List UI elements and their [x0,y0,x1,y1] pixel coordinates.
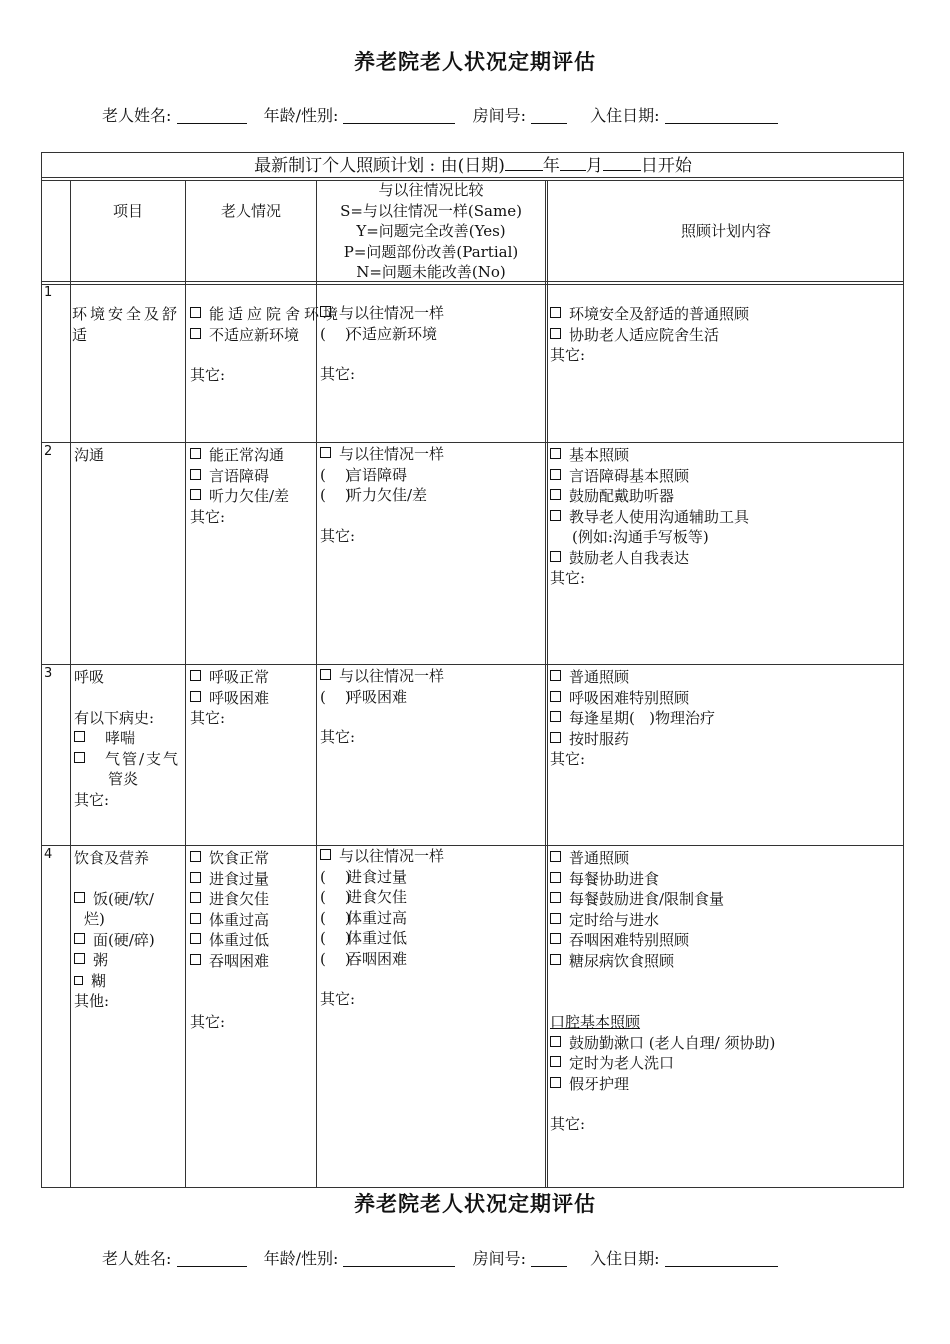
compare-option[interactable]: ( )吞咽困难 [320,949,408,968]
admit-date-label: 入住日期: [590,106,660,125]
compare-s: S=与以往情况一样(Same) [340,201,522,220]
other-label: 其它: [320,526,356,545]
checkbox-icon[interactable] [190,954,201,965]
plan-option[interactable]: 定时为老人洗口 [550,1053,902,1074]
row2-cond-option[interactable]: 听力欠佳/差 [190,486,316,507]
checkbox-icon[interactable] [74,892,85,903]
checkbox-icon[interactable] [550,510,561,521]
checkbox-icon[interactable] [74,752,85,763]
plan-option[interactable]: 每逢星期( )物理治疗 [550,708,902,729]
plan-option[interactable]: 普通照顾 [550,667,902,688]
checkbox-icon[interactable] [550,551,561,562]
checkbox-icon[interactable] [74,976,83,985]
checkbox-icon[interactable] [320,447,331,458]
compare-title: 与以往情况比较 [378,181,484,199]
plan-option[interactable]: 鼓励配戴助听器 [550,486,902,507]
row3-history-label: 有以下病史: [74,708,155,727]
row4-item: 饮食及营养 饭(硬/软/ 烂) 面(硬/碎) 粥 糊 其他: [74,848,186,1012]
checkbox-icon[interactable] [190,892,201,903]
row4-cond-option[interactable]: 体重过高 [190,910,316,931]
row4-condition [190,848,316,1033]
checkbox-icon[interactable] [550,469,561,480]
age-gender-blank[interactable] [343,107,455,124]
row3-condition [190,667,316,729]
plan-option[interactable]: 呼吸困难特别照顾 [550,688,902,709]
checkbox-icon[interactable] [190,448,201,459]
checkbox-icon[interactable] [550,448,561,459]
compare-option[interactable]: ( )进食欠佳 [320,888,408,906]
plan-example-note: (例如:沟通手写板等) [572,528,709,546]
checkbox-icon[interactable] [190,872,201,883]
checkbox-icon[interactable] [190,328,201,339]
row4-plan [550,848,902,1135]
row4-cond-option[interactable]: 体重过低 [190,930,316,951]
plan-option[interactable]: 每餐协助进食 [550,869,902,890]
row2-compare [320,444,544,546]
checkbox-icon[interactable] [550,307,561,318]
room-blank[interactable] [531,107,567,124]
row-number: 4 [44,847,53,862]
checkbox-icon[interactable] [190,913,201,924]
other-label: 其它: [320,990,356,1008]
row3-compare [320,666,544,748]
checkbox-icon[interactable] [190,851,201,862]
oral-care-title: 口腔基本照顾 [550,1013,641,1031]
row1-cond-option[interactable]: 不适应新环境 [190,325,316,346]
checkbox-icon[interactable] [74,933,85,944]
checkbox-icon[interactable] [550,732,561,743]
compare-option[interactable]: ( )言语障碍 [320,465,408,484]
admit-date-label: 入住日期: [590,1249,660,1268]
compare-option[interactable]: 与以往情况一样 [320,666,544,687]
other-label: 其它: [550,569,586,587]
name-blank[interactable] [177,1250,247,1267]
row2-cond-option[interactable]: 能正常沟通 [190,445,316,466]
plan-header [42,155,904,177]
checkbox-icon[interactable] [190,691,201,702]
checkbox-icon[interactable] [550,872,561,883]
food-option[interactable]: 面(硬/碎) [74,930,186,951]
checkbox-icon[interactable] [190,933,201,944]
row3-item: 呼吸 有以下病史: 哮喘 气管/支气 管炎 其它: [74,667,186,810]
checkbox-icon[interactable] [190,670,201,681]
admit-date-blank[interactable] [665,107,778,124]
row2-item: 沟通 [74,446,105,464]
plan-option[interactable]: 按时服药 [550,729,902,750]
admit-date-blank[interactable] [665,1250,778,1267]
checkbox-icon[interactable] [550,892,561,903]
row4-item-title: 饮食及营养 [74,849,150,867]
checkbox-icon[interactable] [74,953,85,964]
plan-option[interactable]: 环境安全及舒适的普通照顾 [550,304,902,325]
plan-option[interactable]: 鼓励老人自我表达 [550,548,902,569]
other-label: 其它: [190,366,226,384]
plan-day-blank[interactable] [603,155,641,171]
history-option[interactable]: 哮喘 [74,728,186,749]
checkbox-icon[interactable] [320,306,331,317]
col-header-item: 项目 [112,202,143,220]
row1-plan [550,304,902,366]
plan-day-start-label: 日开始 [640,156,692,176]
other-label: 其它: [320,728,356,746]
compare-option[interactable]: 与以往情况一样 [320,444,544,465]
page-title: 养老院老人状况定期评估 [354,49,596,74]
room-blank[interactable] [531,1250,567,1267]
info-line-repeat [102,1246,778,1269]
compare-option[interactable]: ( )进食过量 [320,867,408,886]
checkbox-icon[interactable] [550,711,561,722]
plan-option[interactable]: 协助老人适应院舍生活 [550,325,902,346]
col-header-condition: 老人情况 [220,202,281,220]
row3-plan [550,667,902,770]
room-label: 房间号: [472,1249,526,1268]
row4-compare [320,846,544,1010]
col-header-plan: 照顾计划内容 [680,222,771,240]
checkbox-icon[interactable] [550,851,561,862]
checkbox-icon[interactable] [550,913,561,924]
checkbox-icon[interactable] [320,669,331,680]
other-label: 其它: [190,709,226,727]
row2-cond-option[interactable]: 言语障碍 [190,466,316,487]
plan-option[interactable]: 鼓励勤漱口 (老人自理/ 须协助) [550,1033,902,1054]
name-label: 老人姓名: [102,1249,172,1268]
checkbox-icon[interactable] [550,670,561,681]
plan-option[interactable]: 言语障碍基本照顾 [550,466,902,487]
food-option[interactable]: 饭(硬/软/ [74,889,186,910]
other-label: 其它: [550,1115,586,1133]
row-number: 3 [44,666,53,681]
checkbox-icon[interactable] [550,328,561,339]
checkbox-icon[interactable] [550,1077,561,1088]
compare-option[interactable]: 与以往情况一样 [320,846,544,867]
checkbox-icon[interactable] [550,489,561,500]
plan-option[interactable]: 糖尿病饮食照顾 [550,951,902,972]
plan-year-label: 年 [542,156,560,176]
compare-option[interactable]: ( )不适应新环境 [320,324,438,343]
checkbox-icon[interactable] [550,954,561,965]
row4-cond-option[interactable]: 吞咽困难 [190,951,316,972]
plan-option[interactable]: 教导老人使用沟通辅助工具 [550,507,902,528]
compare-option[interactable]: ( )体重过高 [320,908,408,927]
other-label: 其它: [550,346,586,364]
row4-cond-option[interactable]: 进食过量 [190,869,316,890]
checkbox-icon[interactable] [550,933,561,944]
plan-option[interactable]: 基本照顾 [550,445,902,466]
other-label: 其它: [320,365,356,383]
plan-month-blank[interactable] [560,155,586,171]
food-option[interactable]: 糊 [74,971,186,992]
checkbox-icon[interactable] [550,1036,561,1047]
plan-option[interactable]: 假牙护理 [550,1074,902,1095]
checkbox-icon[interactable] [190,307,201,318]
row-number: 1 [44,285,53,300]
other-label: 其它: [190,1013,226,1031]
plan-option[interactable]: 吞咽困难特别照顾 [550,930,902,951]
checkbox-icon[interactable] [190,469,201,480]
plan-option[interactable]: 普通照顾 [550,848,902,869]
compare-option[interactable]: 与以往情况一样 [320,303,544,324]
info-line [102,103,778,126]
row1-compare [320,303,544,385]
checkbox-icon[interactable] [74,731,85,742]
col-header-compare [317,180,545,283]
compare-p: P=问题部份改善(Partial) [343,242,519,261]
row4-cond-option[interactable]: 饮食正常 [190,848,316,869]
checkbox-icon[interactable] [550,1056,561,1067]
age-gender-label: 年龄/性别: [263,1249,339,1268]
other-label: 其它: [74,790,110,809]
compare-n: N=问题未能改善(No) [356,263,506,281]
row3-item-title: 呼吸 [74,668,105,686]
row1-item: 环境安全及舒适 [72,305,181,344]
plan-option[interactable]: 每餐鼓励进食/限制食量 [550,889,902,910]
other-label: 其他: [74,992,110,1010]
row2-plan [550,445,902,589]
food-option[interactable]: 粥 [74,950,186,971]
history-option[interactable]: 气管/支气 [74,749,186,770]
row3-cond-option[interactable]: 呼吸困难 [190,688,316,709]
row1-cond-option[interactable]: 能适应院舍环境 [190,304,316,325]
name-label: 老人姓名: [102,106,172,125]
row1-condition [190,304,343,386]
checkbox-icon[interactable] [190,489,201,500]
other-label: 其它: [190,507,226,526]
row4-cond-option[interactable]: 进食欠佳 [190,889,316,910]
other-label: 其它: [550,750,586,768]
plan-month-label: 月 [585,156,603,176]
compare-option[interactable]: ( )听力欠佳/差 [320,486,428,504]
compare-y: Y=问题完全改善(Yes) [356,222,506,240]
age-gender-label: 年龄/性别: [263,106,339,125]
plan-header-prefix: 最新制订个人照顾计划 : 由(日期) [254,156,505,176]
compare-option[interactable]: ( )体重过低 [320,929,408,947]
row-number: 2 [44,444,53,459]
checkbox-icon[interactable] [550,691,561,702]
room-label: 房间号: [472,106,526,125]
page-title-repeat: 养老院老人状况定期评估 [354,1191,596,1216]
age-gender-blank[interactable] [343,1250,455,1267]
name-blank[interactable] [177,107,247,124]
compare-option[interactable]: ( )呼吸困难 [320,687,408,706]
row3-cond-option[interactable]: 呼吸正常 [190,667,316,688]
plan-date-blank[interactable] [505,155,543,171]
checkbox-icon[interactable] [320,849,331,860]
plan-option[interactable]: 定时给与进水 [550,910,902,931]
row2-condition [190,445,316,527]
